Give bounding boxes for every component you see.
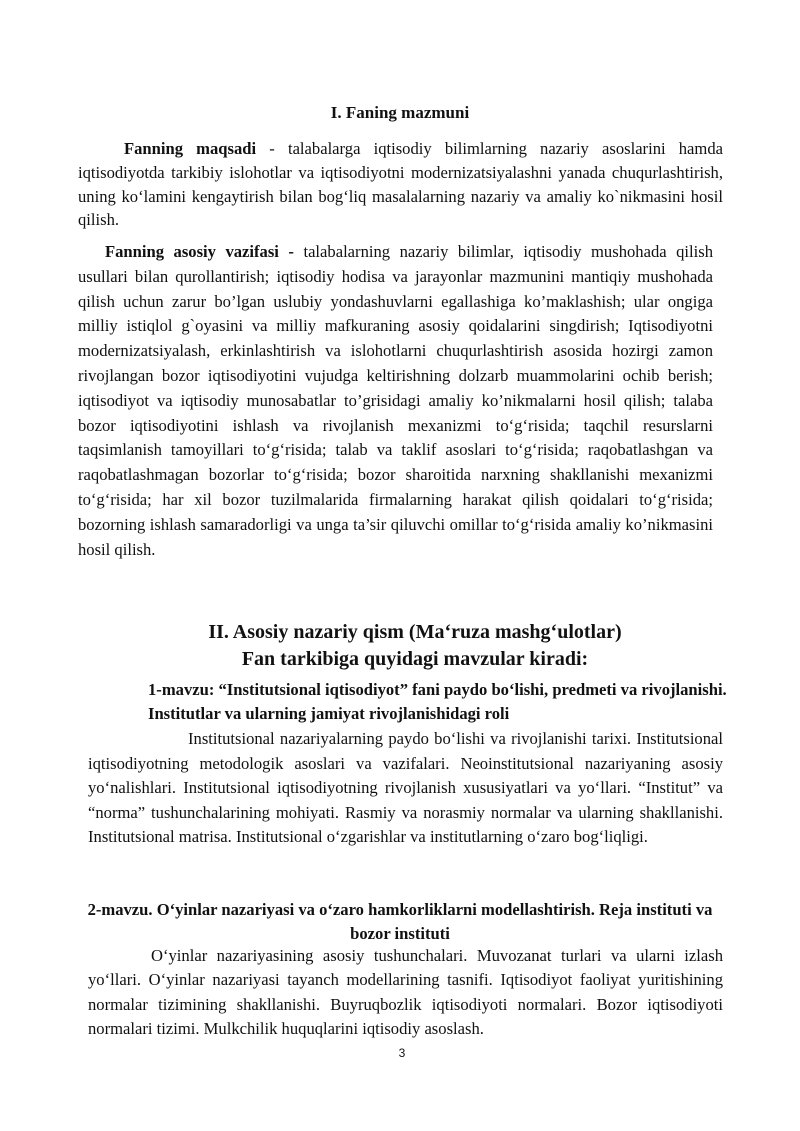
goal-paragraph — [78, 137, 723, 232]
section2-title: II. Asosiy nazariy qism (Ma‘ruza mashg‘ulotlar) — [208, 621, 622, 643]
page-number: 3 — [398, 1046, 406, 1060]
section2-subtitle: Fan tarkibiga quyidagi mavzular kiradi: — [241, 648, 589, 670]
task-term: Fanning asosiy vazifasi - — [105, 242, 294, 261]
topic2-paragraph — [88, 944, 723, 1041]
goal-term: Fanning maqsadi — [124, 139, 257, 158]
topic1-paragraph — [88, 727, 723, 850]
topic1-title: 1-mavzu: “Institutsional iqtisodiyot” fani paydo bo‘lishi, predmeti va rivojlanishi. Institutlar va ularning jamiyat rivojlanishidagi roli — [148, 680, 727, 723]
section1-title: I. Faning mazmuni — [330, 103, 470, 122]
topic2-title: 2-mavzu. O‘yinlar nazariyasi va o‘zaro hamkorliklarni modellashtirish. Reja instituti va bozor instituti — [87, 900, 713, 943]
task-paragraph — [78, 240, 713, 562]
task-text: talabalarning nazariy bilimlar, iqtisodiy mushohada qilish usullari bilan qurollantirish; iqtisodiy hodisa va jarayonlar mazmunini mantiqiy mushohada qilish uchun zarur bo’lgan uslubiy yondashuvlarni egallashiga ko’maklashish; ular ongiga milliy istiqlol g`oyasini va milliy mafkuraning asosiy qoidalarini singdirish; Iqtisodiyotni modernizatsiyalash, erkinlashtirish va islohotlarni chuqurlashtirish asosida hozirgi zamon rivojlangan bozor iqtisodiyotini vujudga keltirishning dolzarb muammolarini ochib berish; iqtisodiyot va iqtisodiy munosabatlar to’grisidagi amaliy ko’nikmalarni hosil qilish; talaba bozor iqtisodiyotini ishlash va rivojlanish mexanizmi to‘g‘risida; taqchil resurslarni taqsimlanish tamoyillari to‘g‘risida; talab va taklif asoslari to‘g‘risida; raqobatlashgan va raqobatlashmagan bozorlar to‘g‘risida; bozor sharoitida narxning shakllanishi mexanizmi to‘g‘risida; har xil bozor tuzilmalarida firmalarning harakat qilish qoidalari to‘g‘risida; bozorning ishlash samaradorligi va unga ta’sir qiluvchi omillar to‘g‘risida amaliy ko’nikmasini hosil qilish. — [78, 242, 713, 559]
goal-text: - talabalarga iqtisodiy bilimlarning nazariy asoslarini hamda iqtisodiyotda tarkibiy islohotlar va iqtisodiyotni modernizatsiyalashni yanada chuqurlashtirish, uning ko‘lamini kengaytirish bilan bog‘liq masalalarning nazariy va amaliy ko`nikmasini hosil qilish. — [78, 139, 723, 230]
topic2-text: O‘yinlar nazariyasining asosiy tushunchalari. Muvozanat turlari va ularni izlash yo‘llari. O‘yinlar nazariyasi tayanch modellarining tasnifi. Iqtisodiyot faoliyat yuritishining normalar tizimining shakllanishi. Buyruqbozlik iqtisodiyoti normalari. Bozor iqtisodiyoti normalari tizimi. Mulkchilik huquqlarini iqtisodiy asoslash. — [88, 946, 723, 1038]
topic1-text: Institutsional nazariyalarning paydo bo‘lishi va rivojlanishi tarixi. Institutsional iqtisodiyotning metodologik asoslari va vazifalari. Neoinstitutsional nazariyaning asosiy yo‘nalishlari. Institutsional iqtisodiyotning rivojlanish xususiyatlari va yo‘llari. “Institut” va “norma” tushunchalarining mohiyati. Rasmiy va norasmiy normalar va ularning shakllanishi. Institutsional matrisa. Institutsional o‘zgarishlar va institutlarning o‘zaro bog‘liqligi. — [88, 729, 723, 846]
